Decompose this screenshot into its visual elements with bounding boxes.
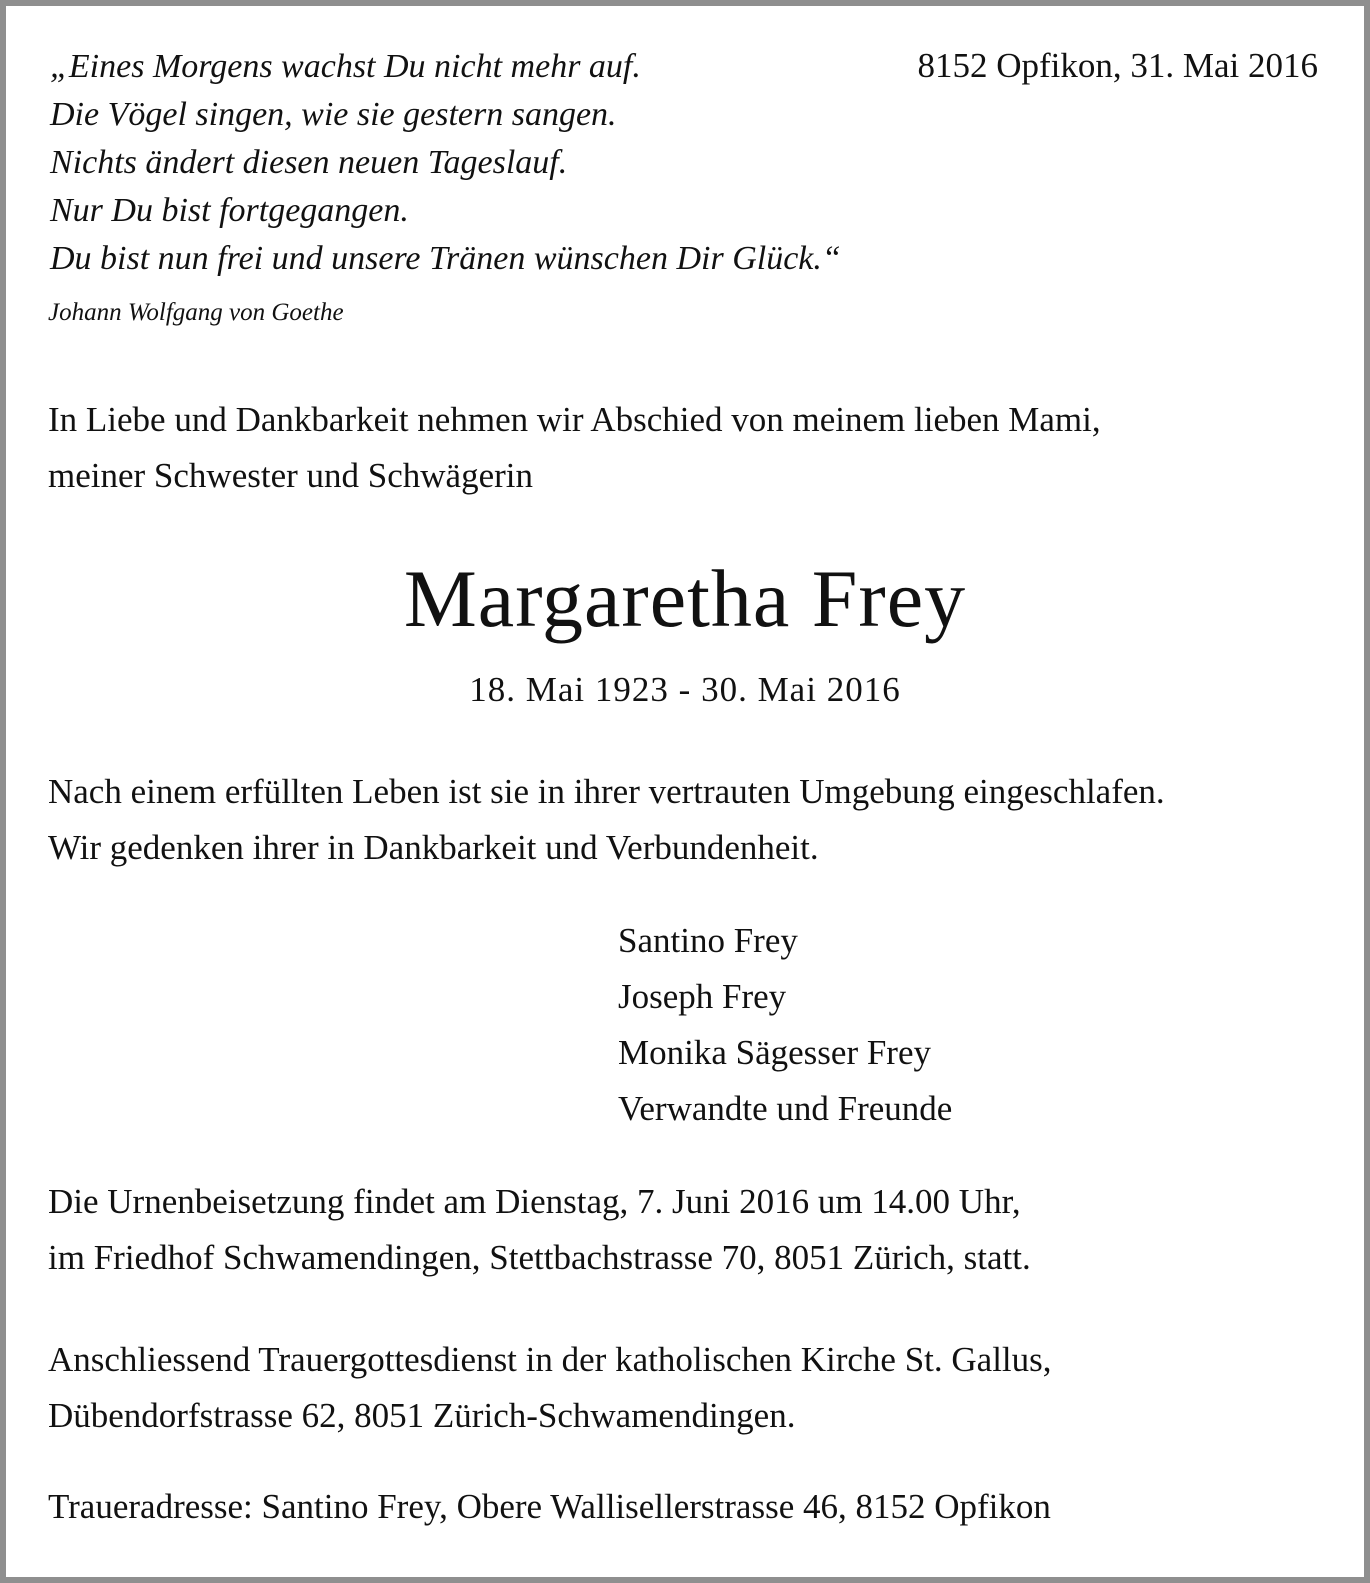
remembrance-line-1: Nach einem erfüllten Leben ist sie in ihrer vertrauten Umgebung eingeschlafen. xyxy=(48,772,1165,811)
signer-4: Verwandte und Freunde xyxy=(618,1089,953,1128)
poem-line-1: „Eines Morgens wachst Du nicht mehr auf. xyxy=(50,48,641,85)
deceased-lifespan: 18. Mai 1923 - 30. Mai 2016 xyxy=(469,670,901,709)
mourning-address: Traueradresse: Santino Frey, Obere Wallisellerstrasse 46, 8152 Opfikon xyxy=(48,1487,1051,1526)
intro-line-2: meiner Schwester und Schwägerin xyxy=(48,456,533,495)
poem-line-3: Nichts ändert diesen neuen Tageslauf. xyxy=(50,144,568,181)
service-line-2: Dübendorfstrasse 62, 8051 Zürich-Schwamendingen. xyxy=(48,1396,796,1435)
burial-line-2: im Friedhof Schwamendingen, Stettbachstrasse 70, 8051 Zürich, statt. xyxy=(48,1238,1031,1277)
poem-author: Johann Wolfgang von Goethe xyxy=(48,299,344,326)
signer-1: Santino Frey xyxy=(618,921,798,960)
place-date: 8152 Opfikon, 31. Mai 2016 xyxy=(917,46,1318,85)
poem-line-4: Nur Du bist fortgegangen. xyxy=(50,192,409,229)
poem-line-5: Du bist nun frei und unsere Tränen wünschen Dir Glück.“ xyxy=(50,240,841,277)
remembrance-line-2: Wir gedenken ihrer in Dankbarkeit und Verbundenheit. xyxy=(48,828,819,867)
intro-line-1: In Liebe und Dankbarkeit nehmen wir Abschied von meinem lieben Mami, xyxy=(48,400,1101,439)
deceased-name: Margaretha Frey xyxy=(403,553,967,644)
signer-3: Monika Sägesser Frey xyxy=(618,1033,932,1072)
burial-line-1: Die Urnenbeisetzung findet am Dienstag, 7. Juni 2016 um 14.00 Uhr, xyxy=(48,1182,1021,1221)
service-line-1: Anschliessend Trauergottesdienst in der katholischen Kirche St. Gallus, xyxy=(48,1340,1052,1379)
poem-line-2: Die Vögel singen, wie sie gestern sangen. xyxy=(50,96,617,133)
signer-2: Joseph Frey xyxy=(618,977,787,1016)
